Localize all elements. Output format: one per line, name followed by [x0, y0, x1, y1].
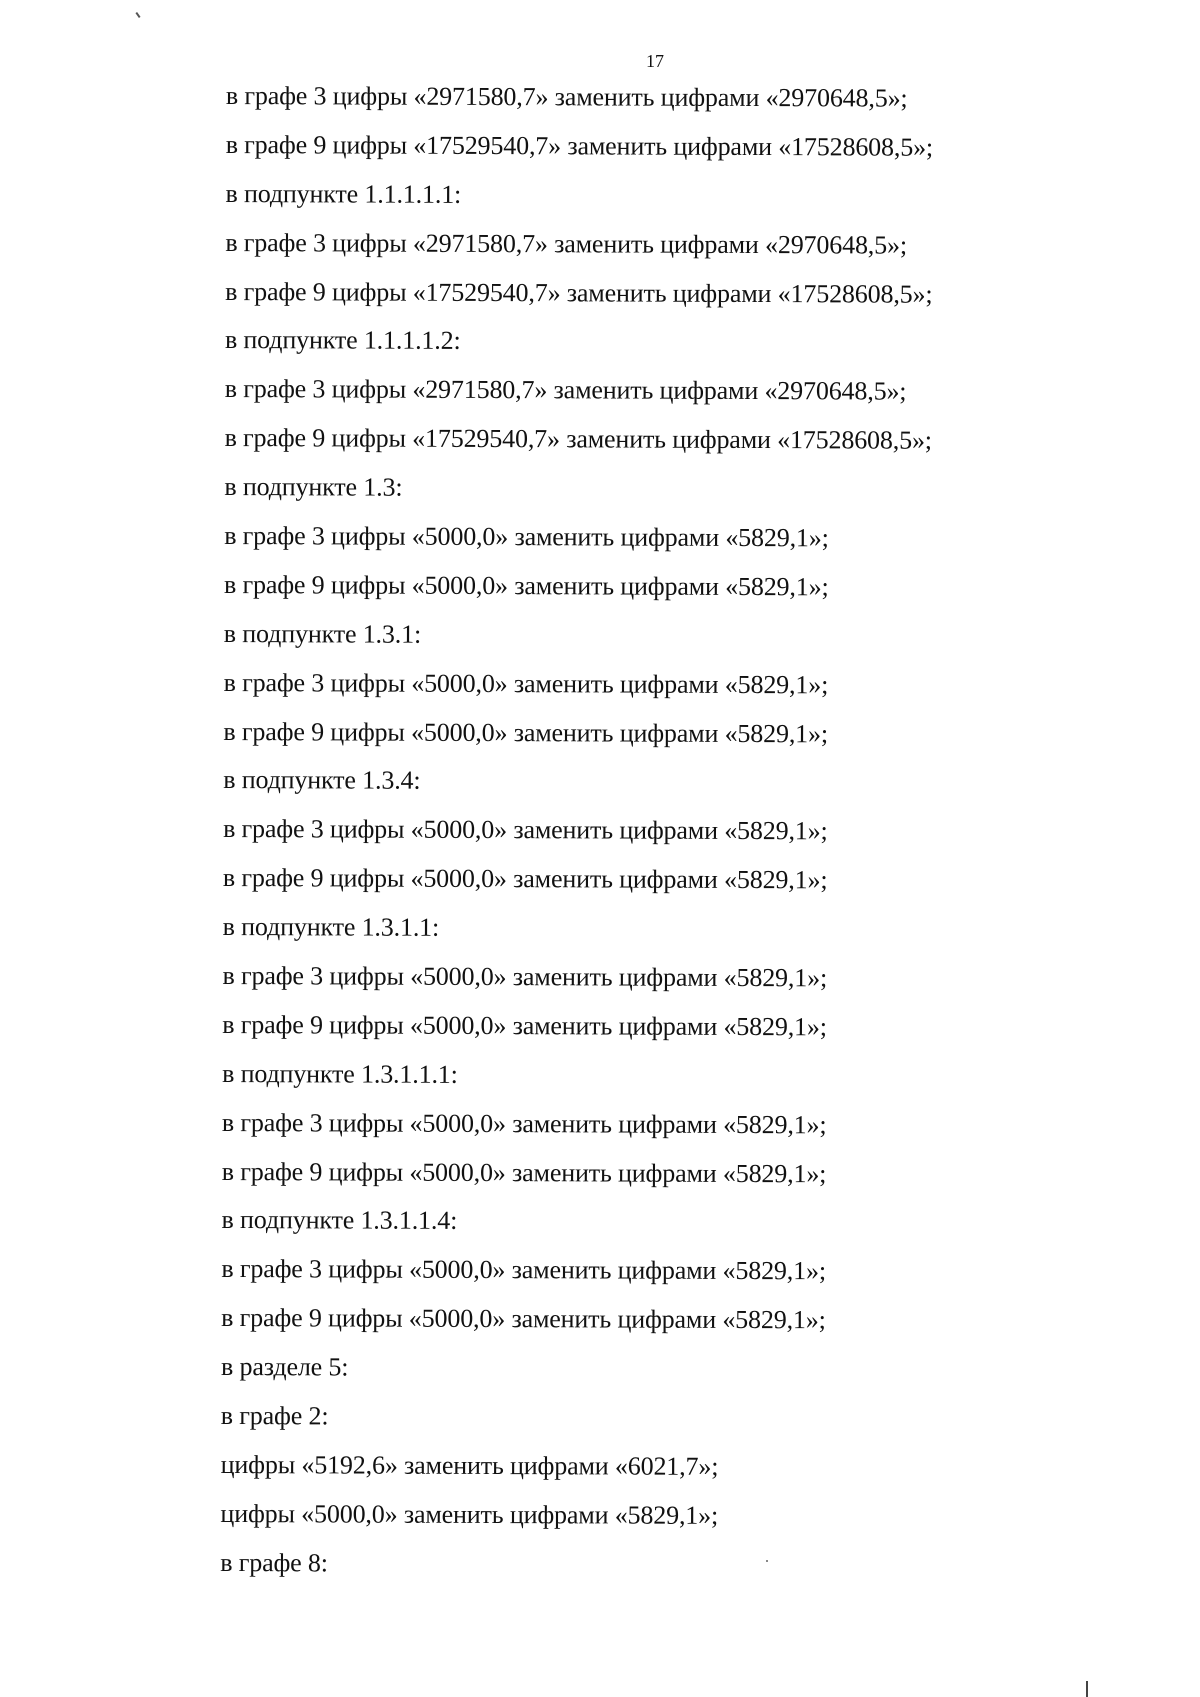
page-number: 17 — [646, 51, 664, 71]
scan-speck — [135, 12, 140, 18]
text-line: в графе 9 цифры «5000,0» заменить цифрами «5829,1»; — [223, 569, 829, 602]
text-line: в разделе 5: — [220, 1352, 349, 1382]
text-line: в графе 3 цифры «5000,0» заменить цифрами «5829,1»; — [224, 521, 829, 553]
text-line: в графе 3 цифры «2971580,7» заменить цифрами «2970648,5»; — [225, 227, 908, 260]
text-line: в подпункте 1.1.1.1.1: — [225, 178, 462, 209]
text-line: в графе 8: — [220, 1547, 328, 1578]
text-line: в графе 9 цифры «5000,0» заменить цифрами «5829,1»; — [221, 1303, 826, 1335]
text-line: цифры «5000,0» заменить цифрами «5829,1»; — [220, 1498, 719, 1530]
document-body — [220, 72, 1126, 1591]
scan-speck — [766, 1560, 768, 1562]
text-line: в графе 9 цифры «5000,0» заменить цифрами «5829,1»; — [221, 1156, 827, 1188]
text-line: в графе 9 цифры «17529540,7» заменить цифрами «17528608,5»; — [225, 129, 934, 162]
text-line: цифры «5192,6» заменить цифрами «6021,7»; — [220, 1449, 719, 1481]
text-line: в графе 3 цифры «5000,0» заменить цифрами «5829,1»; — [221, 1254, 826, 1286]
text-line: в графе 9 цифры «5000,0» заменить цифрами «5829,1»; — [222, 863, 828, 895]
text-line: в графе 9 цифры «5000,0» заменить цифрами «5829,1»; — [222, 1009, 827, 1042]
text-line: в графе 3 цифры «2971580,7» заменить цифрами «2970648,5»; — [225, 80, 908, 113]
text-line: в графе 2: — [220, 1401, 329, 1431]
text-line: в графе 3 цифры «5000,0» заменить цифрами «5829,1»; — [223, 814, 828, 846]
text-line: в графе 3 цифры «5000,0» заменить цифрами «5829,1»; — [222, 961, 828, 993]
text-line: в подпункте 1.3.1: — [223, 618, 422, 649]
text-line: в подпункте 1.3.1.1: — [222, 912, 440, 942]
text-line: в графе 3 цифры «5000,0» заменить цифрами «5829,1»; — [221, 1107, 827, 1140]
text-line: в подпункте 1.3.4: — [223, 765, 421, 796]
text-line: в графе 3 цифры «2971580,7» заменить цифрами «2970648,5»; — [224, 374, 907, 406]
text-line: в графе 9 цифры «17529540,7» заменить цифрами «17528608,5»; — [224, 423, 932, 455]
text-line: в подпункте 1.3.1.1.4: — [221, 1205, 458, 1236]
scan-speck — [1086, 1681, 1088, 1697]
text-line: в подпункте 1.3.1.1.1: — [222, 1058, 458, 1089]
text-line: в подпункте 1.3: — [224, 472, 403, 502]
text-line: в графе 9 цифры «5000,0» заменить цифрами «5829,1»; — [223, 716, 829, 748]
text-line: в подпункте 1.1.1.1.2: — [224, 325, 461, 356]
text-line: в графе 9 цифры «17529540,7» заменить цифрами «17528608,5»; — [225, 276, 933, 309]
text-line: в графе 3 цифры «5000,0» заменить цифрами «5829,1»; — [223, 667, 829, 700]
